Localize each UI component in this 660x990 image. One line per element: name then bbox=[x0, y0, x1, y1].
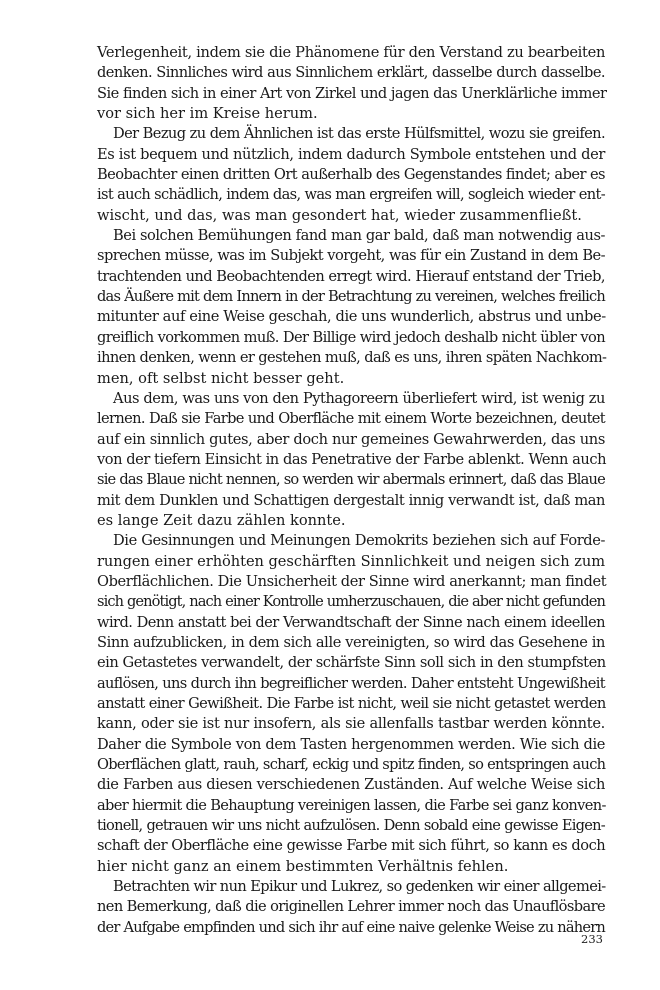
text-line: mitunter auf eine Weise geschah, die uns wunderlich, abstrus und unbe- bbox=[97, 308, 606, 326]
text-line: hier nicht ganz an einem bestimmten Verhältnis fehlen. bbox=[97, 857, 509, 875]
text-line: sich genötigt, nach einer Kontrolle umherzuschauen, die aber nicht gefunden bbox=[97, 593, 605, 611]
text-line: ist auch schädlich, indem das, was man ergreifen will, sogleich wieder ent- bbox=[97, 186, 605, 204]
text-line: vor sich her im Kreise herum. bbox=[97, 105, 318, 123]
text-line: wird. Denn anstatt bei der Verwandtschaft der Sinne nach einem ideellen bbox=[97, 613, 605, 631]
text-line: sprechen müsse, was im Subjekt vorgeht, was für ein Zustand in dem Be- bbox=[97, 247, 605, 265]
text-line: Es ist bequem und nützlich, indem dadurch Symbole entstehen und der bbox=[97, 145, 605, 163]
text-line: das Äußere mit dem Innern in der Betrachtung zu vereinen, welches freilich bbox=[97, 288, 605, 306]
text-line: Sie finden sich in einer Art von Zirkel und jagen das Unerklärliche immer bbox=[97, 84, 607, 102]
text-line: Der Bezug zu dem Ähnlichen ist das erste Hülfsmittel, wozu sie greifen. bbox=[113, 125, 605, 143]
text-line: lernen. Daß sie Farbe und Oberfläche mit einem Worte bezeichnen, deutet bbox=[97, 410, 605, 428]
text-line: denken. Sinnliches wird aus Sinnlichem erklärt, dasselbe durch dasselbe. bbox=[97, 64, 605, 82]
text-line: aber hiermit die Behauptung vereinigen lassen, die Farbe sei ganz konven- bbox=[97, 796, 606, 814]
text-line: nen Bemerkung, daß die originellen Lehrer immer noch das Unauflösbare bbox=[97, 898, 605, 916]
text-line: trachtenden und Beobachtenden erregt wird. Hierauf entstand der Trieb, bbox=[97, 267, 605, 285]
text-line: Beobachter einen dritten Ort außerhalb des Gegenstandes findet; aber es bbox=[97, 166, 605, 184]
text-line: ein Getastetes verwandelt, der schärfste Sinn soll sich in den stumpfsten bbox=[97, 654, 606, 672]
text-line: Sinn aufzublicken, in dem sich alle vereinigten, so wird das Gesehene in bbox=[97, 633, 605, 651]
text-line: die Farben aus diesen verschiedenen Zuständen. Auf welche Weise sich bbox=[97, 776, 605, 794]
text-line: Aus dem, was uns von den Pythagoreern überliefert wird, ist wenig zu bbox=[113, 389, 605, 407]
text-line: auflösen, uns durch ihn begreiflicher werden. Daher entsteht Ungewißheit bbox=[97, 674, 605, 692]
text-line: ihnen denken, wenn er gestehen muß, daß es uns, ihren späten Nachkom- bbox=[97, 349, 607, 367]
text-line: Daher die Symbole von dem Tasten hergenommen werden. Wie sich die bbox=[97, 735, 605, 753]
text-line: kann, oder sie ist nur insofern, als sie allenfalls tastbar werden könnte. bbox=[97, 715, 605, 733]
text-line: rungen einer erhöhten geschärften Sinnlichkeit und neigen sich zum bbox=[97, 552, 605, 570]
page-number: 233 bbox=[581, 932, 603, 946]
text-line: tionell, getrauen wir uns nicht aufzulösen. Denn sobald eine gewisse Eigen- bbox=[97, 817, 605, 835]
text-line: Oberflächlichen. Die Unsicherheit der Sinne wird anerkannt; man findet bbox=[97, 572, 607, 590]
text-line: Oberflächen glatt, rauh, scharf, eckig und spitz finden, so entspringen auch bbox=[97, 756, 606, 774]
text-line: schaft der Oberfläche eine gewisse Farbe mit sich führt, so kann es doch bbox=[97, 837, 606, 855]
text-line: der Aufgabe empfinden und sich ihr auf eine naive gelenke Weise zu nähern bbox=[97, 918, 605, 936]
text-line: auf ein sinnlich gutes, aber doch nur gemeines Gewahrwerden, das uns bbox=[97, 430, 605, 448]
text-line: Die Gesinnungen und Meinungen Demokrits beziehen sich auf Forde- bbox=[113, 532, 605, 550]
text-line: Bei solchen Bemühungen fand man gar bald, daß man notwendig aus- bbox=[113, 227, 605, 245]
text-line: von der tiefern Einsicht in das Penetrative der Farbe ablenkt. Wenn auch bbox=[97, 450, 607, 468]
text-line: mit dem Dunklen und Schattigen dergestalt innig verwandt ist, daß man bbox=[97, 491, 605, 509]
text-line: greiflich vorkommen muß. Der Billige wird jedoch deshalb nicht übler von bbox=[97, 328, 605, 346]
body-text bbox=[97, 43, 605, 938]
text-line: Betrachten wir nun Epikur und Lukrez, so gedenken wir einer allgemei- bbox=[113, 878, 606, 896]
text-line: Verlegenheit, indem sie die Phänomene für den Verstand zu bearbeiten bbox=[97, 44, 606, 61]
text-line: wischt, und das, was man gesondert hat, wieder zusammenfließt. bbox=[97, 206, 582, 224]
text-line: anstatt einer Gewißheit. Die Farbe ist nicht, weil sie nicht getastet werden bbox=[97, 695, 606, 712]
text-line: sie das Blaue nicht nennen, so werden wir abermals erinnert, daß das Blaue bbox=[97, 471, 605, 489]
text-line: men, oft selbst nicht besser geht. bbox=[97, 369, 345, 387]
text-line: es lange Zeit dazu zählen konnte. bbox=[97, 511, 346, 529]
